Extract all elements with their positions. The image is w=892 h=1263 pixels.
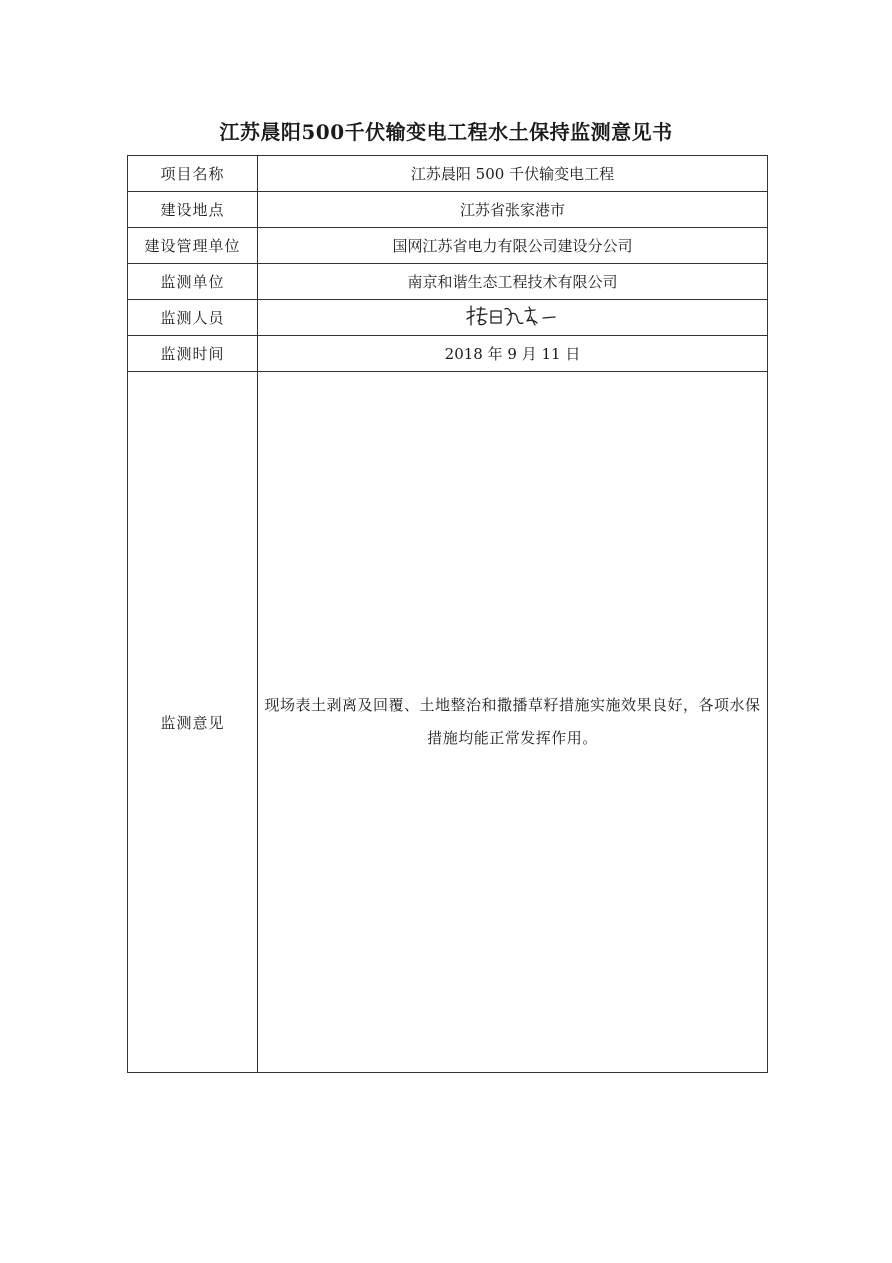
monitoring-opinion-label: 监测意见: [128, 372, 258, 1073]
table-row: [128, 336, 768, 372]
table-row: [128, 228, 768, 264]
management-unit-value: 国网江苏省电力有限公司建设分公司: [258, 228, 768, 264]
table-row: [128, 192, 768, 228]
monitoring-time-value: 2018 年 9 月 11 日: [258, 336, 768, 372]
handwritten-signature: [463, 303, 563, 333]
monitoring-opinion-table: [127, 155, 768, 1073]
table-row: [128, 156, 768, 192]
management-unit-label: 建设管理单位: [128, 228, 258, 264]
monitoring-unit-value: 南京和谐生态工程技术有限公司: [258, 264, 768, 300]
document-title: 江苏晨阳500千伏输变电工程水土保持监测意见书: [219, 120, 673, 144]
project-name-label: 项目名称: [128, 156, 258, 192]
location-label: 建设地点: [128, 192, 258, 228]
project-name-value: 江苏晨阳 500 千伏输变电工程: [258, 156, 768, 192]
table-row: [128, 372, 768, 1073]
monitoring-opinion-text: 现场表土剥离及回覆、土地整治和撒播草籽措施实施效果良好，各项水保措施均能正常发挥作用。: [258, 372, 768, 1073]
location-value: 江苏省张家港市: [258, 192, 768, 228]
monitoring-personnel-signature-cell: [258, 300, 768, 336]
table-row: [128, 264, 768, 300]
signature-image: [463, 303, 563, 329]
monitoring-time-label: 监测时间: [128, 336, 258, 372]
monitoring-unit-label: 监测单位: [128, 264, 258, 300]
table-row: [128, 300, 768, 336]
monitoring-personnel-label: 监测人员: [128, 300, 258, 336]
